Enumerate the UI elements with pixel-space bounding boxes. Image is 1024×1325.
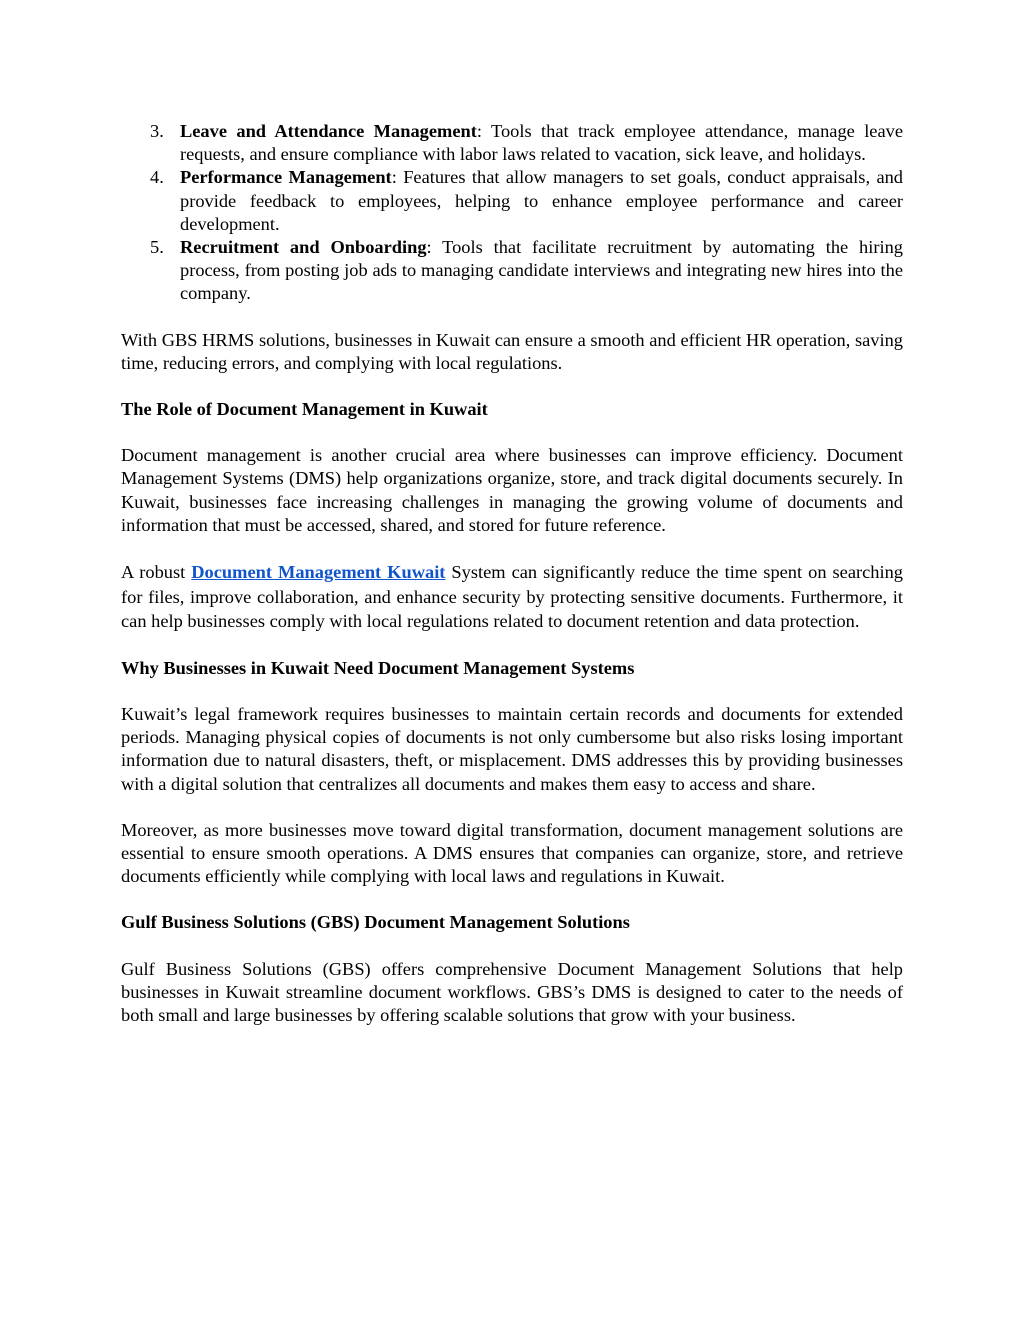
document-page: [121, 120, 903, 1027]
document-management-kuwait-link[interactable]: Document Management Kuwait: [191, 562, 446, 583]
list-item-text: : Features that allow managers to set goals, conduct appraisals, and provide feedback to employees, helping to enhance employee performance and career development.: [180, 167, 903, 234]
list-item-term: Performance Management: [180, 167, 392, 188]
list-item: [121, 236, 903, 306]
gbs-heading: Gulf Business Solutions (GBS) Document Management Solutions: [121, 912, 630, 933]
feature-list: [121, 120, 903, 306]
robust-dms-paragraph: [121, 560, 903, 634]
list-item-term: Recruitment and Onboarding: [180, 237, 427, 258]
list-item: [121, 166, 903, 236]
list-item-number: 4.: [150, 167, 164, 188]
robust-paragraph-intro: A robust: [121, 562, 192, 583]
role-heading: The Role of Document Management in Kuwait: [121, 399, 488, 420]
document-management-paragraph: Document management is another crucial area where businesses can improve efficiency. Document Management Systems (DMS) help organizations organize, store, and track digital documents securely. In Kuwait, businesses face increasing challenges in managing the growing volume of documents and information that must be accessed, shared, and stored for future reference.: [121, 445, 903, 535]
legal-framework-paragraph: Kuwait’s legal framework requires businesses to maintain certain records and documents for extended periods. Managing physical copies of documents is not only cumbersome but also risks losing important information due to natural disasters, theft, or misplacement. DMS addresses this by providing businesses with a digital solution that centralizes all documents and makes them easy to access and share.: [121, 704, 903, 794]
list-item: [121, 120, 903, 166]
list-item-term: Leave and Attendance Management: [180, 121, 477, 141]
list-item-text: : Tools that facilitate recruitment by automating the hiring process, from posting job ads to managing candidate interviews and integrating new hires into the company.: [180, 237, 903, 304]
digital-transformation-paragraph: Moreover, as more businesses move toward digital transformation, document management solutions are essential to ensure smooth operations. A DMS ensures that companies can organize, store, and retrieve documents efficiently while complying with local laws and regulations in Kuwait.: [121, 819, 903, 887]
gbs-paragraph: Gulf Business Solutions (GBS) offers comprehensive Document Management Solutions that help businesses in Kuwait streamline document workflows. GBS’s DMS is designed to cater to the needs of both small and large businesses by offering scalable solutions that grow with your business.: [121, 958, 903, 1026]
robust-paragraph-body: System can significantly reduce the time spent on searching for files, improve collaboration, and enhance security by protecting sensitive documents. Furthermore, it can help businesses comply with local regulations related to document retention and data protection.: [121, 562, 903, 632]
list-item-number: 5.: [150, 237, 164, 258]
hrms-paragraph: With GBS HRMS solutions, businesses in Kuwait can ensure a smooth and efficient HR operation, saving time, reducing errors, and complying with local regulations.: [121, 329, 903, 373]
why-heading: Why Businesses in Kuwait Need Document Management Systems: [121, 657, 635, 678]
list-item-number: 3.: [150, 121, 164, 141]
list-item-text: : Tools that track employee attendance, manage leave requests, and ensure compliance with labor laws related to vacation, sick leave, and holidays.: [180, 121, 903, 165]
